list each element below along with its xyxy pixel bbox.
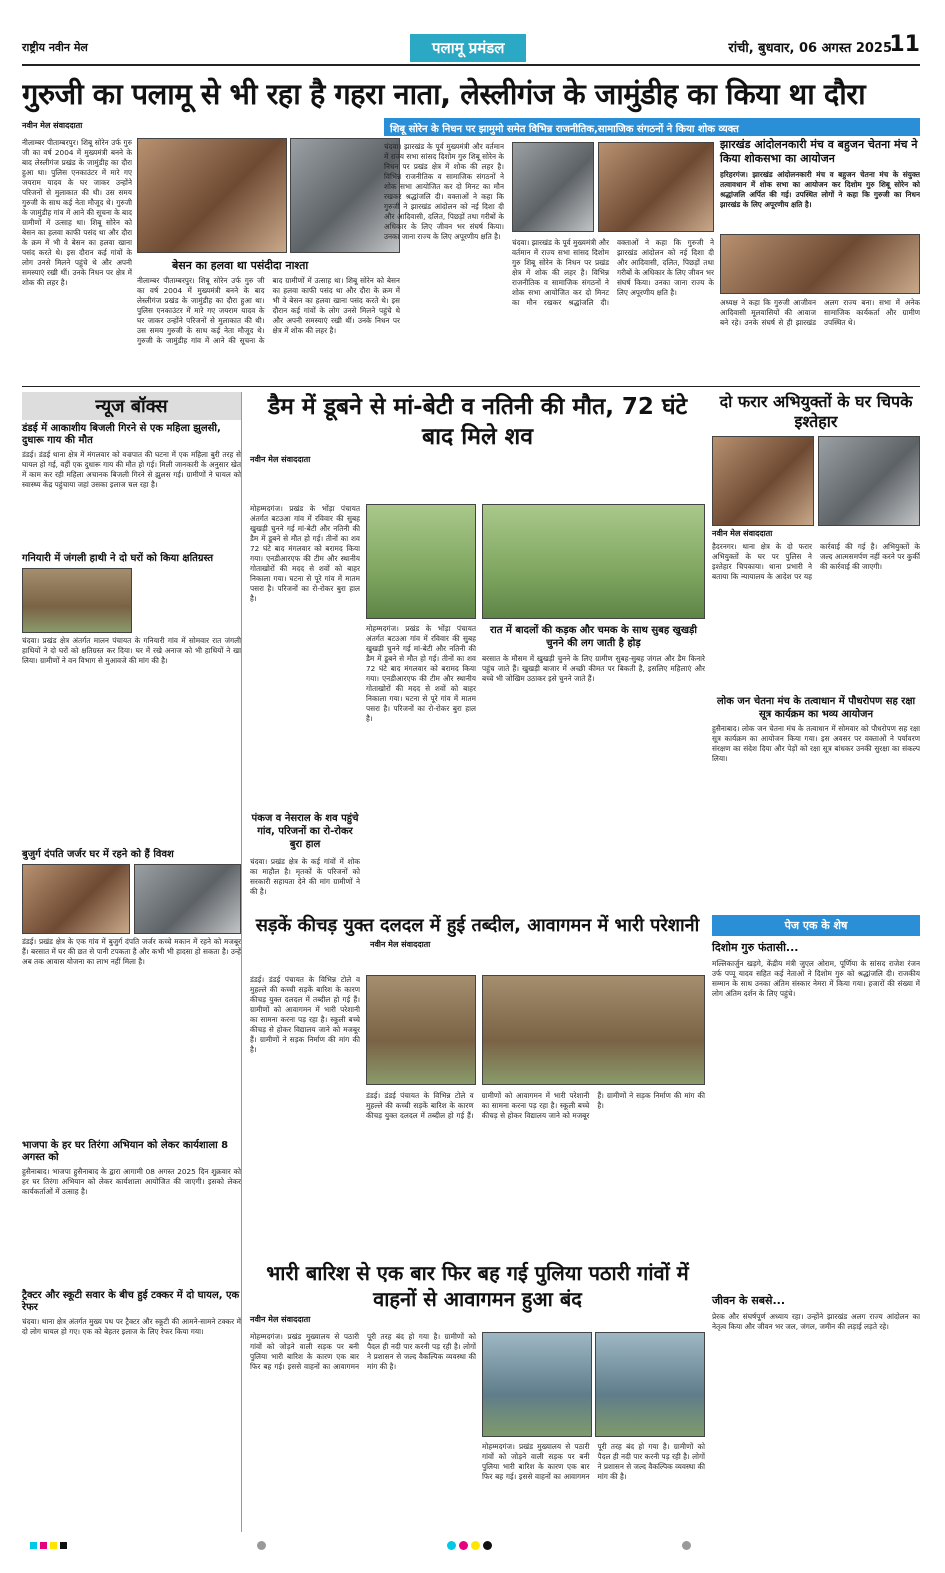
news-item-body: चंदवा। प्रखंड क्षेत्र अंतर्गत मालन पंचायत के गनियारी गांव में सोमवार रात जंगली हाथियों ने दो घरों को क्षतिग्रस्त कर दिया। घर में रखे अनाज को भी हाथियों ने खा लिया। ग्रामीणों ने वन विभाग से मुआवजे की मांग की है।	[22, 636, 241, 665]
black-swatch	[60, 1542, 67, 1549]
news-item-headline: ट्रैक्टर और स्कूटी सवार के बीच हुई टक्कर में दो घायल, एक रेफर	[22, 1290, 240, 1313]
dam-story	[250, 392, 705, 912]
warrant-story	[712, 392, 920, 912]
condolence-body-col1: चंदवा। झारखंड के पूर्व मुख्यमंत्री और वर्तमान में राज्य सभा सांसद दिशोम गुरु शिबू सोरेन के निधन पर प्रखंड क्षेत्र में शोक की लहर है। विभिन्न राजनीतिक व सामाजिक संगठनों ने शोक सभा आयोजित कर दो मिनट का मौन रखकर श्रद्धांजलि दी। वक्ताओं ने कहा कि गुरुजी ने झारखंड आंदोलन को नई दिशा दी और आदिवासी, दलित, पिछड़ों तथा गरीबों के अधिकार के लिए जीवन भर संघर्ष किया। उनका जाना राज्य के लिए अपूरणीय क्षति है।	[384, 142, 504, 241]
page-one-remainder-banner: पेज एक के शेष	[712, 915, 920, 936]
divider	[22, 386, 920, 387]
register-mark	[459, 1541, 468, 1550]
paper-name: राष्ट्रीय नवीन मेल	[22, 41, 88, 54]
warrant-sub-body: हुसैनाबाद। लोक जन चेतना मंच के तत्वाधान में सोमवार को पौधरोपण सह रक्षा सूत्र कार्यक्रम का आयोजन किया गया। इस अवसर पर वक्ताओं ने पर्यावरण संरक्षण का संदेश दिया और पेड़ों को रक्षा सूत्र बांधकर उनकी सुरक्षा का संकल्प लिया।	[712, 724, 920, 763]
register-mark	[447, 1541, 456, 1550]
warrant-body: हैदरनगर। थाना क्षेत्र के दो फरार अभियुक्तों के घर पर पुलिस ने इश्तेहार चिपकाया। थाना प्रभारी ने बताया कि न्यायालय के आदेश पर यह कार्रवाई की गई है। अभियुक्तों के जल्द आत्मसमर्पण नहीं करने पर कुर्की की कार्रवाई की जाएगी।	[712, 542, 920, 581]
lead-headline: गुरुजी का पलामू से भी रहा है गहरा नाता, लेस्लीगंज के जामुंडीह का किया था दौरा	[22, 77, 866, 111]
print-registration-strip	[22, 1540, 920, 1552]
tribute-body-2: प्रेरक और संघर्षपूर्ण अध्याय रहा। उन्होंने झारखंड अलग राज्य आंदोलन का नेतृत्व किया और जीवन भर जल, जंगल, जमीन की लड़ाई लड़ते रहे।	[712, 1312, 920, 1331]
tribute-headline: दिशोम गुरु फंतासी...	[712, 941, 799, 954]
bridge-photo-1	[482, 1332, 592, 1437]
register-mark	[257, 1541, 266, 1550]
shok-sabha-intro: हरिहरगंज। झारखंड आंदोलनकारी मंच व बहुजन चेतना मंच के संयुक्त तत्वावधान में शोक सभा का आयोजन कर दिशोम गुरु शिबू सोरेन को श्रद्धांजलि अर्पित की गई। उपस्थित लोगों ने कहा कि गुरुजी का निधन झारखंड के लिए अपूरणीय क्षति है।	[720, 170, 920, 209]
news-item-photos	[22, 864, 241, 934]
news-item-headline: बुजुर्ग दंपति जर्जर घर में रहने को हैं विवश	[22, 849, 174, 860]
shok-sabha-headline: झारखंड आंदोलनकारी मंच व बहुजन चेतना मंच ने किया शोकसभा का आयोजन	[720, 138, 918, 165]
warrant-byline: नवीन मेल संवाददाता	[712, 529, 773, 538]
roads-body-col1: डंडई। डंडई पंचायत के विभिन्न टोले व मुहल्ले की कच्ची सड़कें बारिश के कारण कीचड़ युक्त दलदल में तब्दील हो गई हैं। ग्रामीणों को आवागमन में भारी परेशानी का सामना करना पड़ रहा है। स्कूली बच्चे कीचड़ से होकर विद्यालय जाने को मजबूर हैं। ग्रामीणों ने सड़क निर्माण की मांग की है।	[250, 975, 360, 1054]
news-item-photo	[134, 864, 242, 934]
bridge-body-col1: मोहम्मदगंज। प्रखंड मुख्यालय से पठारी गांवों को जोड़ने वाली सड़क पर बनी पुलिया भारी बारिश के कारण एक बार फिर बह गई। इससे वाहनों का आवागमन पूरी तरह बंद हो गया है। ग्रामीणों को पैदल ही नदी पार करनी पड़ रही है। लोगों ने प्रशासन से जल्द वैकल्पिक व्यवस्था की मांग की है।	[250, 1332, 476, 1371]
roads-photo-2	[482, 975, 705, 1085]
news-item-body: चंदवा। थाना क्षेत्र अंतर्गत मुख्य पथ पर ट्रैक्टर और स्कूटी की आमने-सामने टक्कर में दो लोग घायल हो गए। एक को बेहतर इलाज के लिए रेफर किया गया।	[22, 1317, 241, 1336]
news-item-headline: भाजपा के हर घर तिरंगा अभियान को लेकर कार्यशाला 8 अगस्त को	[22, 1140, 229, 1163]
tribute-headline-2: जीवन के सबसे...	[712, 1294, 786, 1307]
roads-story	[250, 915, 705, 1255]
shok-sabha-body: अध्यक्ष ने कहा कि गुरुजी आजीवन आदिवासी मूलवासियों की आवाज बने रहे। उनके संघर्ष से ही झारखंड अलग राज्य बना। सभा में अनेक सामाजिक कार्यकर्ता और ग्रामीण उपस्थित थे।	[720, 298, 920, 327]
bridge-story	[250, 1260, 705, 1535]
lead-body-col2: नीलाम्बर पीताम्बरपुर। शिबू सोरेन उर्फ गुरु जी का वर्ष 2004 में मुख्यमंत्री बनने के बाद लेस्लीगंज प्रखंड के जामुंडीह का दौरा हुआ था। पुलिस एनकाउंटर में मारे गए जयराम यादव के घर जाकर उन्होंने परिजनों से मुलाकात की थी। उस समय गुरुजी के साथ कई नेता मौजूद थे। गुरुजी के जामुंडीह गांव में आने की सूचना के बाद ग्रामीणों में उत्साह था। शिबू सोरेन को बेसन का हलवा काफी पसंद था और दौरा के क्रम में भी वे बेसन का हलवा खाना पसंद करते थे। इस दौरान कई गांवों के लोग उनसे मिलने पहुंचे थे और अपनी समस्याएं रखी थीं। उनके निधन पर क्षेत्र में शोक की लहर है।	[137, 276, 400, 345]
tribute-story	[712, 915, 920, 1535]
lead-photo-1	[137, 138, 287, 253]
roads-headline: सड़कें कीचड़ युक्त दलदल में हुई तब्दील, आवागमन में भारी परेशानी	[255, 915, 700, 936]
news-box	[22, 392, 242, 1532]
news-item-photo	[22, 568, 132, 633]
dam-photo-2	[482, 504, 705, 619]
dam-pull-body: बरसात के मौसम में खुखड़ी चुनने के लिए ग्रामीण सुबह-सुबह जंगल और डैम किनारे पहुंच जाते हैं। खुखड़ी बाजार में अच्छी कीमत पर बिकती है, इसलिए महिलाएं और बच्चे भी जोखिम उठाकर इसे चुनने जाते हैं।	[482, 654, 705, 683]
dam-photo-1	[366, 504, 476, 619]
dam-sub-body: चंदवा। प्रखंड क्षेत्र के कई गांवों में शोक का माहौल है। मृतकों के परिजनों को सरकारी सहायता देने की मांग ग्रामीणों ने की है।	[250, 857, 360, 896]
lead-byline: नवीन मेल संवाददाता	[22, 121, 83, 130]
bridge-photo-2	[595, 1332, 705, 1437]
warrant-headline: दो फरार अभियुक्तों के घर चिपके इश्तेहार	[719, 392, 913, 431]
bridge-byline: नवीन मेल संवाददाता	[250, 1315, 311, 1324]
lead-story	[22, 118, 400, 383]
dam-byline: नवीन मेल संवाददाता	[250, 455, 311, 464]
roads-photo-1	[366, 975, 476, 1085]
issue-date: रांची, बुधवार, 06 अगस्त 2025	[728, 41, 892, 56]
news-item-body: डंडई। डंडई थाना क्षेत्र में मंगलवार को वज्रपात की घटना में एक महिला बुरी तरह से घायल हो गई, वहीं एक दुधारू गाय की मौत हो गई। मिली जानकारी के अनुसार खेत में काम कर रही महिला अचानक बिजली गिरने से झुलस गई। ग्रामीणों ने घायल को स्वास्थ्य केंद्र पहुंचाया जहां उसका इलाज चल रहा है।	[22, 450, 241, 489]
page-number: 11	[889, 32, 920, 57]
condolence-photo-1	[512, 142, 594, 232]
news-item-headline: डंडई में आकाशीय बिजली गिरने से एक महिला झुलसी, दुधारू गाय की मौत	[22, 423, 221, 446]
dam-body-col1: मोहम्मदगंज। प्रखंड के भोंड़ा पंचायत अंतर्गत बटउआ गांव में रविवार की सुबह खुखड़ी चुनने गई मां-बेटी और नतिनी की डैम में डूबने से मौत हो गई। तीनों का शव 72 घंटे बाद मंगलवार को बरामद किया गया। एनडीआरएफ की टीम और स्थानीय गोताखोरों की मदद से शवों को बाहर निकाला गया। घटना से पूरे गांव में मातम पसरा है। परिजनों का रो-रोकर बुरा हाल है।	[250, 504, 360, 603]
bridge-body-col2: मोहम्मदगंज। प्रखंड मुख्यालय से पठारी गांवों को जोड़ने वाली सड़क पर बनी पुलिया भारी बारिश के कारण एक बार फिर बह गई। इससे वाहनों का आवागमन पूरी तरह बंद हो गया है। ग्रामीणों को पैदल ही नदी पार करनी पड़ रही है। लोगों ने प्रशासन से जल्द वैकल्पिक व्यवस्था की मांग की है।	[482, 1442, 705, 1481]
news-item-body: डंडई। प्रखंड क्षेत्र के एक गांव में बुजुर्ग दंपति जर्जर कच्चे मकान में रहने को मजबूर हैं। बरसात में घर की छत से पानी टपकता है और कभी भी हादसा हो सकता है। उन्हें अब तक आवास योजना का लाभ नहीं मिला है।	[22, 937, 241, 966]
tribute-body: मल्लिकार्जुन खड़गे, केंद्रीय मंत्री जुएल ओराम, पूर्णिया के सांसद राजेश रंजन उर्फ पप्पू यादव सहित कई नेताओं ने दिशोम गुरु को श्रद्धांजलि दी। राजकीय सम्मान के साथ उनका अंतिम संस्कार नेमरा में किया गया। हजारों की संख्या में लोग अंतिम दर्शन के लिए पहुंचे।	[712, 959, 920, 998]
news-item-body: हुसैनाबाद। भाजपा हुसैनाबाद के द्वारा आगामी 08 अगस्त 2025 दिन शुक्रवार को हर घर तिरंगा अभियान को लेकर कार्यशाला आयोजित की जाएगी। इसको लेकर कार्यकर्ताओं में उत्साह है।	[22, 1167, 241, 1196]
dam-pull-quote: रात में बादलों की कड़क और चमक के साथ सुबह खुखड़ी चुनने की लग जाती है होड़	[490, 625, 697, 649]
register-mark	[471, 1541, 480, 1550]
roads-body-col2: डंडई। डंडई पंचायत के विभिन्न टोले व मुहल्ले की कच्ची सड़कें बारिश के कारण कीचड़ युक्त दलदल में तब्दील हो गई हैं। ग्रामीणों को आवागमन में भारी परेशानी का सामना करना पड़ रहा है। स्कूली बच्चे कीचड़ से होकर विद्यालय जाने को मजबूर हैं। ग्रामीणों ने सड़क निर्माण की मांग की है।	[366, 1091, 705, 1120]
condolence-banner: शिबू सोरेन के निधन पर झामुमो समेत विभिन्न राजनीतिक,सामाजिक संगठनों ने किया शोक व्यक्त	[384, 118, 920, 136]
newspaper-page	[22, 30, 920, 1555]
magenta-swatch	[40, 1542, 47, 1549]
cyan-swatch	[30, 1542, 37, 1549]
dam-body-col2: मोहम्मदगंज। प्रखंड के भोंड़ा पंचायत अंतर्गत बटउआ गांव में रविवार की सुबह खुखड़ी चुनने गई मां-बेटी और नतिनी की डैम में डूबने से मौत हो गई। तीनों का शव 72 घंटे बाद मंगलवार को बरामद किया गया। एनडीआरएफ की टीम और स्थानीय गोताखोरों की मदद से शवों को बाहर निकाला गया। घटना से पूरे गांव में मातम पसरा है। परिजनों का रो-रोकर बुरा हाल है।	[366, 624, 476, 723]
dam-headline: डैम में डूबने से मां-बेटी व नतिनी की मौत, 72 घंटे बाद मिले शव	[267, 394, 688, 450]
news-item-headline: गनियारी में जंगली हाथी ने दो घरों को किया क्षतिग्रस्त	[22, 553, 214, 564]
bridge-headline: भारी बारिश से एक बार फिर बह गई पुलिया पठारी गांवों में वाहनों से आवागमन हुआ बंद	[266, 1261, 689, 1311]
masthead	[22, 30, 920, 66]
shok-sabha-story	[720, 138, 920, 383]
condolence-story	[384, 118, 739, 383]
warrant-photos	[712, 436, 920, 526]
register-mark	[682, 1541, 691, 1550]
news-item-photo	[22, 864, 130, 934]
condolence-body-col2: चंदवा। झारखंड के पूर्व मुख्यमंत्री और वर्तमान में राज्य सभा सांसद दिशोम गुरु शिबू सोरेन के निधन पर प्रखंड क्षेत्र में शोक की लहर है। विभिन्न राजनीतिक व सामाजिक संगठनों ने शोक सभा आयोजित कर दो मिनट का मौन रखकर श्रद्धांजलि दी। वक्ताओं ने कहा कि गुरुजी ने झारखंड आंदोलन को नई दिशा दी और आदिवासी, दलित, पिछड़ों तथा गरीबों के अधिकार के लिए जीवन भर संघर्ष किया। उनका जाना राज्य के लिए अपूरणीय क्षति है।	[512, 238, 714, 307]
warrant-sub-headline: लोक जन चेतना मंच के तत्वाधान में पौधरोपण सह रक्षा सूत्र कार्यक्रम का भव्य आयोजन	[716, 696, 916, 720]
yellow-swatch	[50, 1542, 57, 1549]
section-title: पलामू प्रमंडल	[410, 34, 526, 62]
warrant-photo-2	[818, 436, 920, 526]
shok-sabha-photo	[720, 234, 920, 294]
warrant-photo-1	[712, 436, 814, 526]
condolence-photo-2	[598, 142, 714, 232]
lead-photo-caption: बेसन का हलवा था पसंदीदा नाश्ता	[172, 259, 309, 272]
roads-byline: नवीन मेल संवाददाता	[370, 940, 431, 949]
news-box-title: न्यूज बॉक्स	[22, 392, 241, 420]
lead-body-col1: नीलाम्बर पीताम्बरपुर। शिबू सोरेन उर्फ गुरु जी का वर्ष 2004 में मुख्यमंत्री बनने के बाद लेस्लीगंज प्रखंड के जामुंडीह का दौरा हुआ था। पुलिस एनकाउंटर में मारे गए जयराम यादव के घर जाकर उन्होंने परिजनों से मुलाकात की थी। उस समय गुरुजी के साथ कई नेता मौजूद थे। गुरुजी के जामुंडीह गांव में आने की सूचना के बाद ग्रामीणों में उत्साह था। शिबू सोरेन को बेसन का हलवा काफी पसंद था और दौरा के क्रम में भी वे बेसन का हलवा खाना पसंद करते थे। इस दौरान कई गांवों के लोग उनसे मिलने पहुंचे थे और अपनी समस्याएं रखी थीं। उनके निधन पर क्षेत्र में शोक की लहर है।	[22, 138, 132, 287]
register-mark	[483, 1541, 492, 1550]
dam-sub-headline: पंकज व नेसराल के शव पहुंचे गांव, परिजनों का रो-रोकर बुरा हाल	[251, 813, 359, 850]
